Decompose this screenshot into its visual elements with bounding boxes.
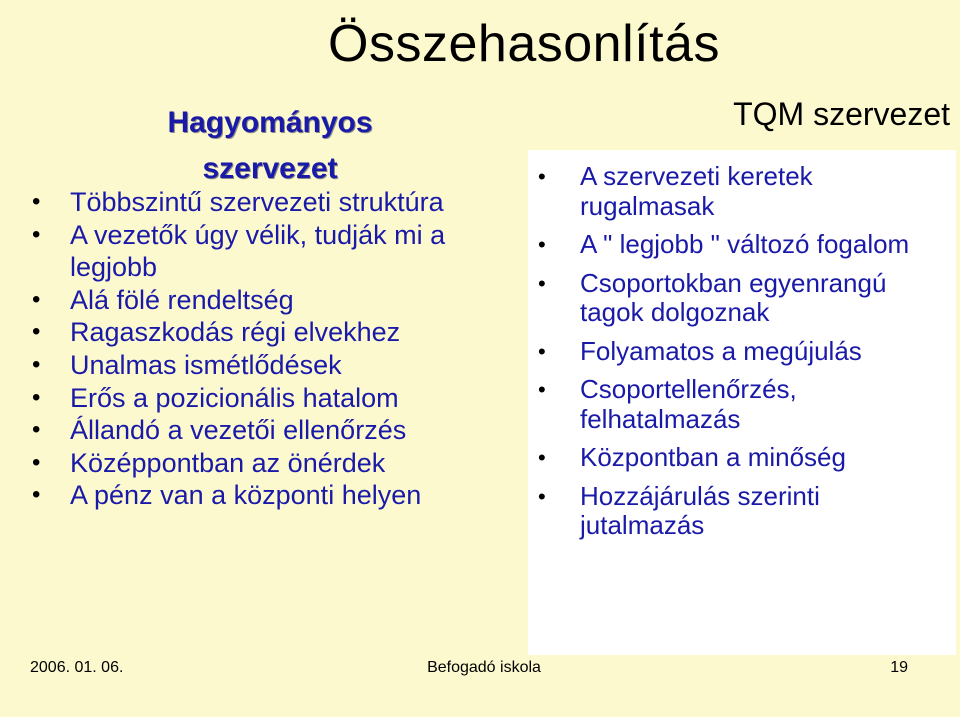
tqm-organization-list [536, 162, 950, 550]
right-column-heading: TQM szervezet [733, 96, 950, 132]
traditional-organization-list [28, 186, 528, 512]
list-item: • Csoportellenőrzés, felhatalmazás [536, 375, 950, 434]
footer-date: 2006. 01. 06. [30, 659, 124, 676]
list-item: • Unalmas ismétlődések [28, 349, 528, 382]
slide-title: Összehasonlítás [328, 15, 720, 73]
list-item: • Többszintű szervezeti struktúra [28, 186, 528, 219]
list-item: • A szervezeti keretek rugalmasak [536, 162, 950, 221]
list-item: • Folyamatos a megújulás [536, 337, 950, 367]
left-heading-line-2: szervezet [202, 152, 338, 185]
left-column-heading [110, 100, 430, 192]
list-item: • Ragaszkodás régi elvekhez [28, 316, 528, 349]
list-item: • Állandó a vezetői ellenőrzés [28, 414, 528, 447]
list-item: • Erős a pozicionális hatalom [28, 382, 528, 415]
page-number: 19 [890, 659, 908, 676]
footer-center-text: Befogadó iskola [427, 659, 541, 676]
list-item: • A vezetők úgy vélik, tudják mi a legjobb [28, 219, 528, 284]
list-item: • Hozzájárulás szerinti jutalmazás [536, 482, 950, 541]
list-item: • Központban a minőség [536, 443, 950, 473]
list-item: • Alá fölé rendeltség [28, 284, 528, 317]
list-item: • Középpontban az önérdek [28, 447, 528, 480]
list-item: • Csoportokban egyenrangú tagok dolgoznak [536, 269, 950, 328]
left-heading-line-1: Hagyományos [167, 106, 373, 139]
list-item: • A pénz van a központi helyen [28, 479, 528, 512]
tqm-panel [528, 150, 956, 655]
list-item: • A " legjobb " változó fogalom [536, 230, 950, 260]
